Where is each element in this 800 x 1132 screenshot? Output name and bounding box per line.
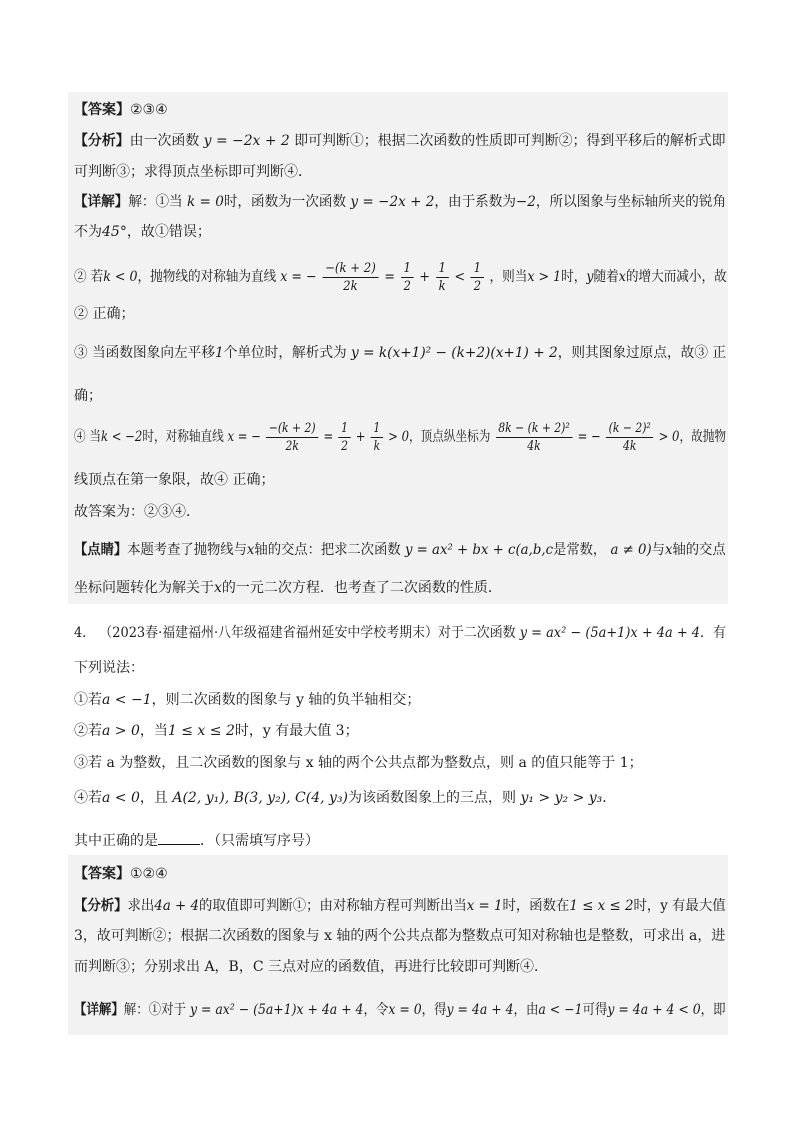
- question-number: 4．: [74, 625, 96, 641]
- comment-line-3b: 坐标问题转化为解关于x的一元二次方程．也考查了二次函数的性质．: [74, 580, 502, 596]
- fraction: $\frac{-(k + 2)}{2k}$: [266, 420, 318, 455]
- analysis-line-4c: 而判断③；分别求出 A，B，C 三点对应的函数值，再进行比较即可判断④．: [74, 959, 549, 975]
- fraction: $\frac{\text{8k − (k + 2)²}}{4k}$: [496, 420, 572, 455]
- detail-line-3h: 线顶点在第一象限，故④ 正确；: [74, 472, 275, 488]
- answer-line-3: 【答案】②③④: [74, 102, 168, 118]
- detail-line-3b: 不为45°，故①错误；: [74, 224, 211, 240]
- analysis-line-4b: 3，故可判断②；根据二次函数的图象与 x 轴的两个公共点都为整数点可知对称轴也是整数，可求出 a，进: [74, 928, 726, 944]
- fraction: $\frac{-(k + 2)}{2k}$: [322, 260, 378, 295]
- question-4-line-1: 4． （2023春·福建福州·八年级福建省福州延安中学校考期末）对于二次函数 y = ax² − (5a+1)x + 4a + 4．有: [74, 625, 726, 641]
- comment-line-3a: 【点睛】本题考查了抛物线与x轴的交点：把求二次函数 y = ax² + bx + c(a,b,c是常数， a ≠ 0)与x轴的交点: [74, 542, 726, 558]
- detail-line-3c: ② 若k < 0，抛物线的对称轴为直线 x = − $\frac{-(k + 2)}{2k}$ = $\frac{1}{2}$ + $\frac{1}{k}$ < $\frac{1}{2}$ ，则当x > 1时，y随着x的增大而减小，故: [74, 260, 727, 294]
- fraction: $\frac{1}{k}$: [371, 420, 383, 455]
- detail-line-3a: 【详解】解：①当 k = 0时，函数为一次函数 y = −2x + 2，由于系数为−2，所以图象与坐标轴所夹的锐角: [74, 194, 727, 210]
- analysis-line-3a: 【分析】由一次函数 y = −2x + 2 即可判断①；根据二次函数的性质即可判断②；得到平移后的解析式即: [74, 133, 726, 149]
- analysis-line-3b: 可判断③；求得顶点坐标即可判断④．: [74, 164, 312, 180]
- fraction: $\frac{1}{2}$: [471, 260, 484, 295]
- detail-line-3g: ④ 当k < −2时，对称轴直线 x = − $\frac{-(k + 2)}{2k}$ = $\frac{1}{2}$ + $\frac{1}{k}$ > 0，顶点纵坐标为 $\frac{\text{8k − (k + 2)²}}{4k}$ = − $\frac{\text{(k − 2)²}}{4k}$ > 0，故抛物: [74, 420, 726, 454]
- fraction: $\frac{1}{2}$: [339, 420, 351, 455]
- analysis-line-4a: 【分析】求出4a + 4的取值即可判断①；由对称轴方程可判断出当x = 1时，函数在1 ≤ x ≤ 2时，y 有最大值: [74, 898, 726, 914]
- detail-line-3f: 确；: [74, 388, 102, 404]
- detail-line-3i: 故答案为：②③④．: [74, 504, 200, 520]
- answer-blank: [158, 830, 200, 845]
- statement-1: ①若a < −1，则二次函数的图象与 y 轴的负半轴相交；: [74, 692, 421, 708]
- question-prompt: 其中正确的是 ．（只需填写序号）: [74, 830, 319, 851]
- detail-line-4a: 【详解】解：①对于 y = ax² − (5a+1)x + 4a + 4，令x = 0，得y = 4a + 4，由a < −1可得y = 4a + 4 < 0，即: [74, 1002, 726, 1018]
- statement-4: ④若a < 0，且 A(2, y₁), B(3, y₂), C(4, y₃)为该函数图象上的三点，则 y₁ > y₂ > y₃．: [74, 790, 617, 806]
- statement-2: ②若a > 0，当1 ≤ x ≤ 2时，y 有最大值 3；: [74, 723, 359, 739]
- fraction: $\frac{1}{2}$: [401, 260, 414, 295]
- detail-line-3e: ③ 当函数图象向左平移1个单位时，解析式为 y = k(x+1)² − (k+2)(x+1) + 2，则其图象过原点，故③ 正: [74, 345, 727, 361]
- answer-line-4: 【答案】①②④: [74, 866, 168, 882]
- fraction: $\frac{1}{k}$: [436, 260, 449, 295]
- fraction: $\frac{\text{(k − 2)²}}{4k}$: [606, 420, 653, 455]
- statement-3: ③若 a 为整数，且二次函数的图象与 x 轴的两个公共点都为整数点，则 a 的值只能等于 1；: [74, 755, 643, 771]
- question-4-line-2: 下列说法：: [74, 660, 144, 676]
- detail-line-3d: ② 正确；: [74, 306, 135, 322]
